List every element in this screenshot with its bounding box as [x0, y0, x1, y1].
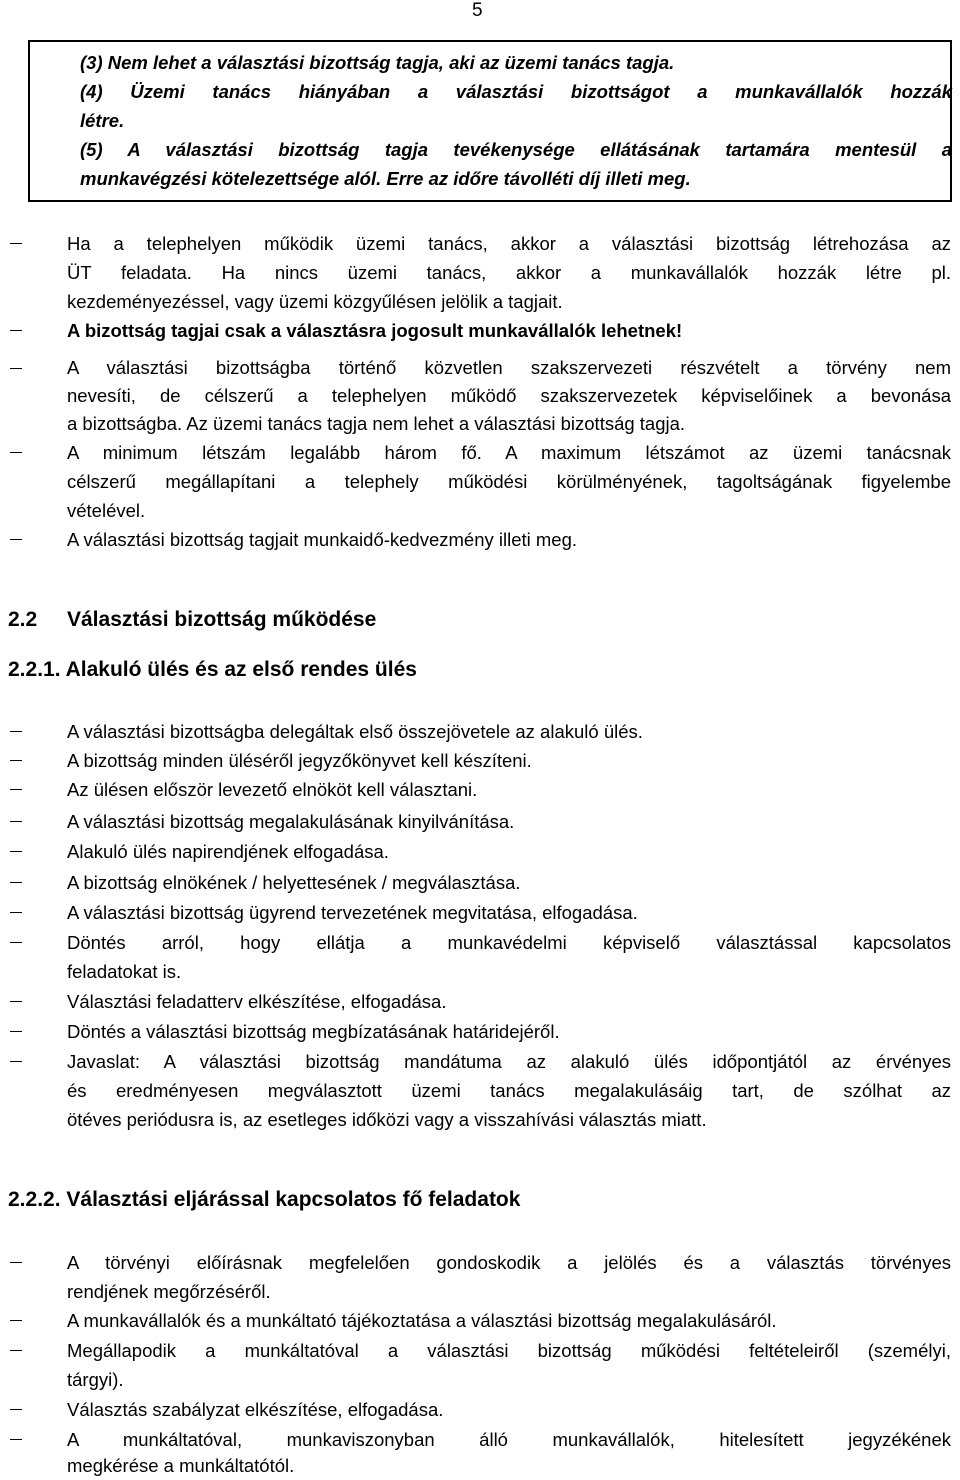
subsection-number: 2.2.1. [8, 658, 61, 681]
bullet-dash [10, 1320, 22, 1321]
bullet-line: A választási bizottság megalakulásának kinyilvánítása. [67, 811, 515, 832]
bullet-line: Javaslat: A választási bizottság mandátuma az alakuló ülés időpontjától az érvényes [67, 1051, 951, 1072]
bullet-line: Megállapodik a munkáltatóval a választási bizottság működési feltételeiről (személyi, [67, 1340, 951, 1361]
bullet-line: Döntés a választási bizottság megbízatásának határidejéről. [67, 1021, 560, 1042]
bullet-line: A munkavállalók és a munkáltató tájékoztatása a választási bizottság megalakulásáról. [67, 1310, 777, 1331]
bullet-line: Alakuló ülés napirendjének elfogadása. [67, 841, 389, 862]
bullet-dash [10, 1262, 22, 1263]
bullet-line: Ha a telephelyen működik üzemi tanács, akkor a választási bizottság létrehozása az [67, 233, 951, 254]
bullet-line: Az ülésen először levezető elnököt kell választani. [67, 779, 478, 800]
bullet-line: kezdeményezéssel, vagy üzemi közgyűlésen jelölik a tagjait. [67, 291, 563, 312]
bullet-line: A bizottság elnökének / helyettesének / megválasztása. [67, 872, 521, 893]
bullet-line: megkérése a munkáltatótól. [67, 1455, 295, 1476]
bullet-dash [10, 1409, 22, 1410]
bullet-line: A törvényi előírásnak megfelelően gondoskodik a jelölés és a választás törvényes [67, 1252, 951, 1273]
bullet-line: vételével. [67, 500, 146, 521]
bullet-dash [10, 789, 22, 790]
bullet-line: A választási bizottság tagjait munkaidő-kedvezmény illeti meg. [67, 529, 578, 550]
bullet-line: tárgyi). [67, 1369, 124, 1390]
subsection-number: 2.2.2. [8, 1188, 61, 1211]
bullet-line: a bizottságba. Az üzemi tanács tagja nem lehet a választási bizottság tagja. [67, 413, 686, 434]
bullet-dash [10, 1350, 22, 1351]
subsection-heading [8, 1186, 520, 1214]
bullet-line: nevesíti, de célszerű a telephelyen működő szakszervezetek képviselőinek a bevonása [67, 385, 951, 406]
bullet-line: A választási bizottság ügyrend tervezetének megvitatása, elfogadása. [67, 902, 638, 923]
quote-line: létre. [80, 110, 125, 131]
bullet-dash [10, 539, 22, 540]
subsection-heading [8, 656, 417, 684]
bullet-line: A minimum létszám legalább három fő. A maximum létszámot az üzemi tanácsnak [67, 442, 951, 463]
subsection-title: Választási eljárással kapcsolatos fő feladatok [66, 1188, 521, 1211]
quote-line: (5) A választási bizottság tagja tevékenysége ellátásának tartamára mentesül a [80, 139, 952, 160]
section-heading [8, 606, 376, 634]
bullet-dash [10, 882, 22, 883]
bullet-dash [10, 912, 22, 913]
bullet-line: A munkáltatóval, munkaviszonyban álló munkavállalók, hitelesített jegyzékének [67, 1429, 951, 1450]
bullet-line: és eredményesen megválasztott üzemi tanács megalakulásáig tart, de szólhat az [67, 1080, 951, 1101]
bullet-line: A bizottság minden üléséről jegyzőkönyvet kell készíteni. [67, 750, 532, 771]
quote-line: (3) Nem lehet a választási bizottság tagja, aki az üzemi tanács tagja. [80, 52, 675, 73]
page-number: 5 [472, 0, 483, 21]
bullet-line: feladatokat is. [67, 961, 182, 982]
bullet-line: A választási bizottságba delegáltak első összejövetele az alakuló ülés. [67, 721, 643, 742]
bullet-dash [10, 330, 22, 331]
bullet-line: rendjének megőrzéséről. [67, 1281, 271, 1302]
bullet-dash [10, 1439, 22, 1440]
bullet-dash [10, 1001, 22, 1002]
section-number: 2.2 [8, 608, 38, 631]
bullet-line: A bizottság tagjai csak a választásra jogosult munkavállalók lehetnek! [67, 320, 683, 341]
bullet-dash [10, 368, 22, 369]
bullet-dash [10, 821, 22, 822]
bullet-dash [10, 243, 22, 244]
bullet-line: Választás szabályzat elkészítése, elfogadása. [67, 1399, 444, 1420]
bullet-dash [10, 452, 22, 453]
bullet-dash [10, 731, 22, 732]
bullet-dash [10, 1031, 22, 1032]
section-title: Választási bizottság működése [67, 608, 377, 631]
subsection-title: Alakuló ülés és az első rendes ülés [65, 658, 417, 681]
bullet-dash [10, 1061, 22, 1062]
bullet-line: Döntés arról, hogy ellátja a munkavédelmi képviselő választással kapcsolatos [67, 932, 951, 953]
bullet-line: ÜT feladata. Ha nincs üzemi tanács, akkor a munkavállalók hozzák létre pl. [67, 262, 951, 283]
quote-line: (4) Üzemi tanács hiányában a választási bizottságot a munkavállalók hozzák [80, 81, 952, 102]
bullet-line: ötéves periódusra is, az esetleges időközi vagy a visszahívási választás miatt. [67, 1109, 707, 1130]
bullet-dash [10, 851, 22, 852]
bullet-dash [10, 942, 22, 943]
bullet-line: Választási feladatterv elkészítése, elfogadása. [67, 991, 447, 1012]
bullet-dash [10, 760, 22, 761]
quote-line: munkavégzési kötelezettsége alól. Erre az időre távolléti díj illeti meg. [80, 168, 691, 189]
bullet-line: célszerű megállapítani a telephely működési körülményének, tagoltságának figyelembe [67, 471, 951, 492]
bullet-line: A választási bizottságba történő közvetlen szakszervezeti részvételt a törvény nem [67, 357, 951, 378]
